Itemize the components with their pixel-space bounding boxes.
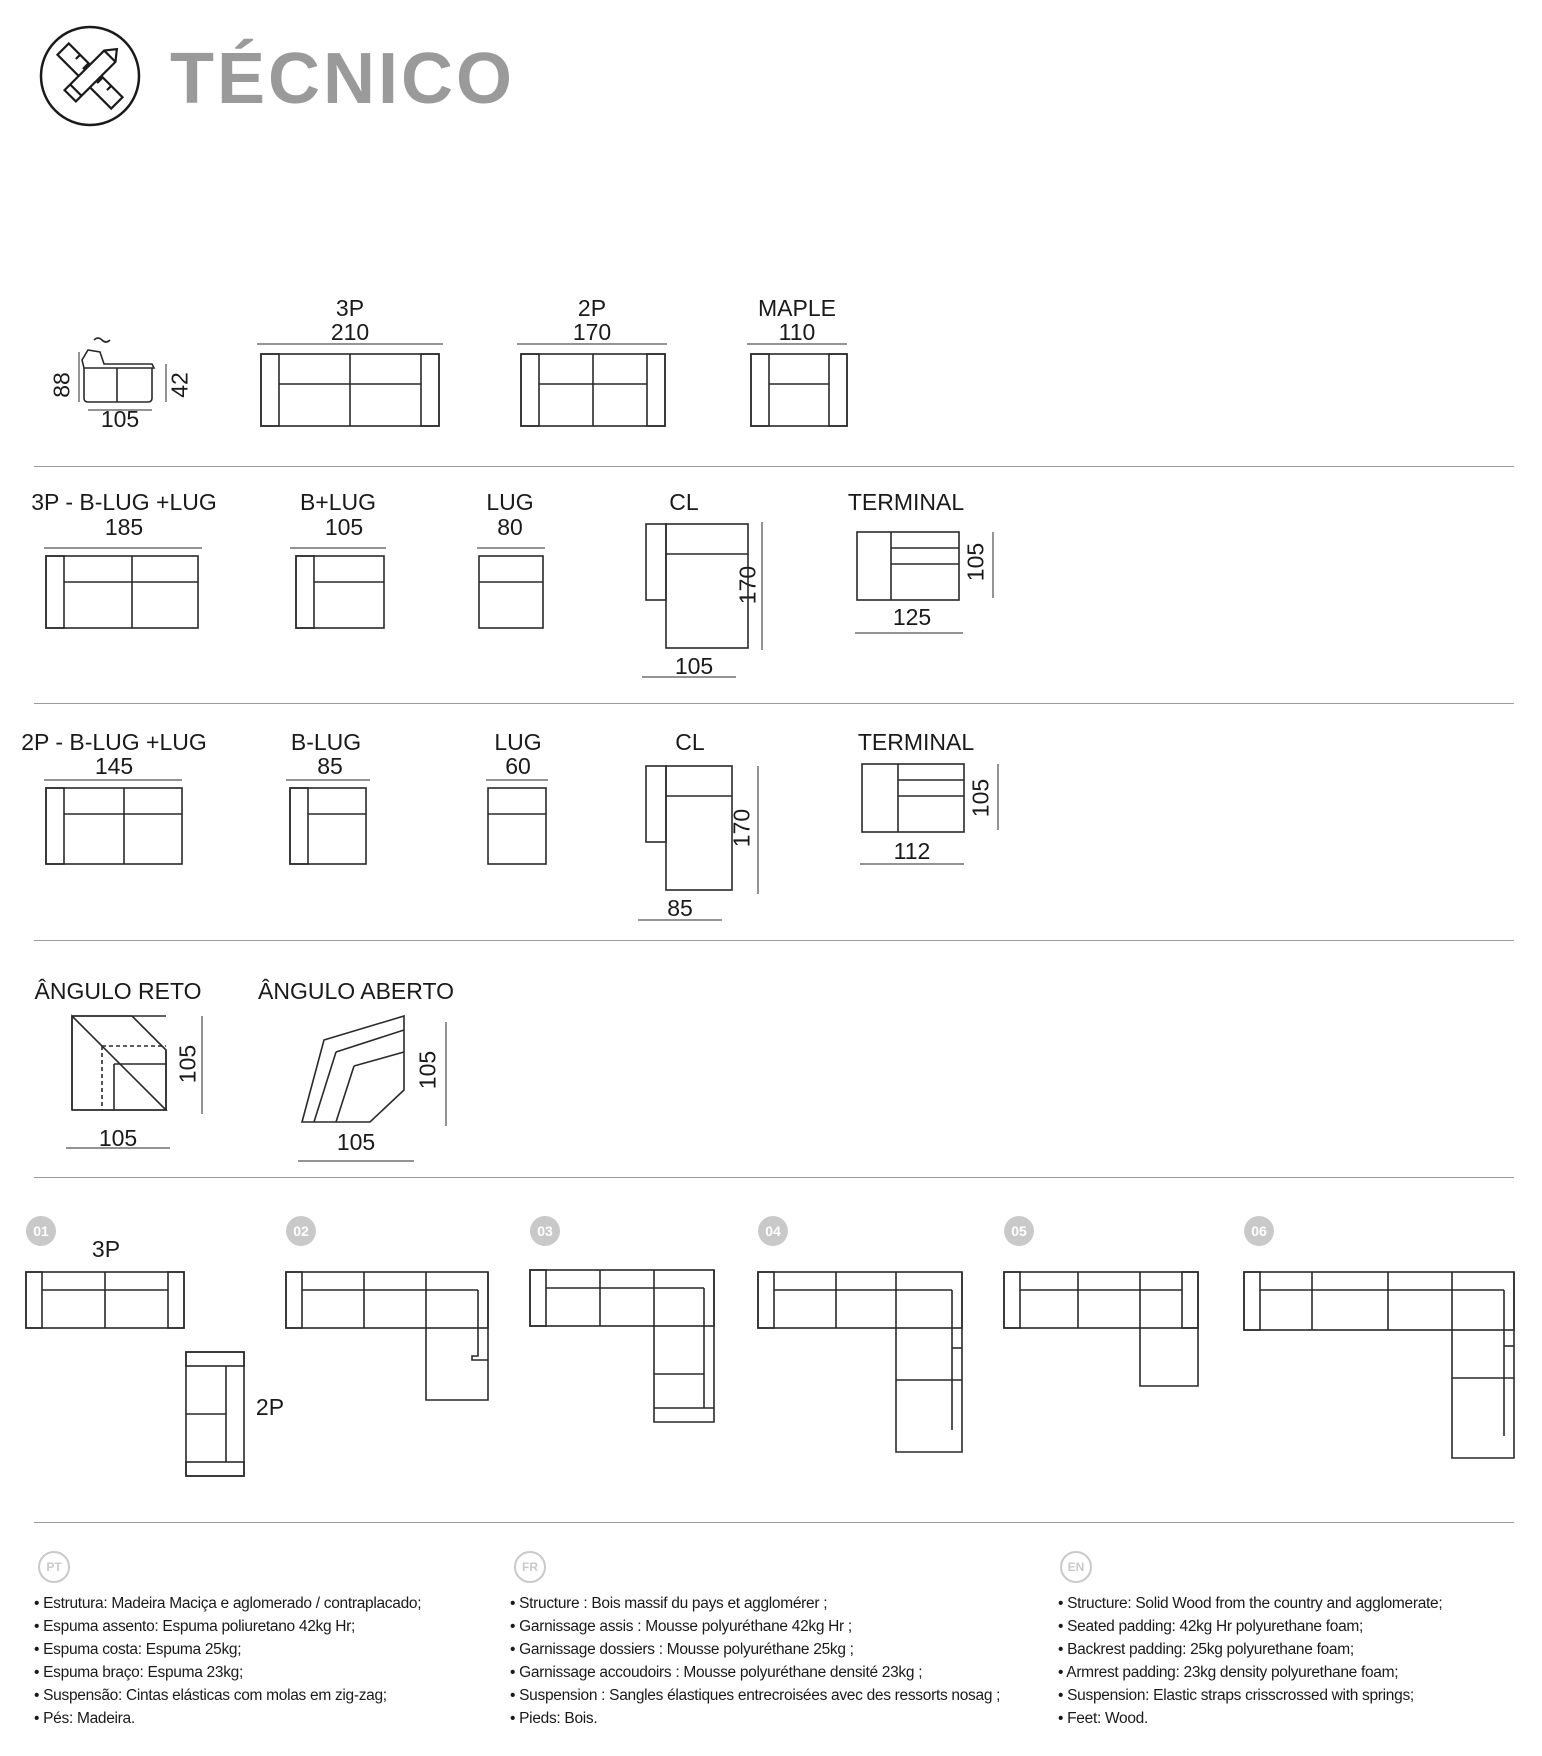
section-divider xyxy=(34,1177,1514,1178)
config-badge-01: 01 xyxy=(26,1216,56,1246)
lang-badge-fr: FR xyxy=(514,1551,546,1583)
module-cl-85-length: 170 xyxy=(728,808,755,848)
section-divider xyxy=(34,466,1514,467)
maple-name: MAPLE xyxy=(758,295,836,321)
page-title: TÉCNICO xyxy=(170,39,515,119)
sofa-3p-width: 210 xyxy=(330,319,370,345)
side-seat-height-label: 42 xyxy=(166,372,193,398)
angle-open-name: ÂNGULO ABERTO xyxy=(258,978,454,1004)
module-cl-drawing xyxy=(640,520,770,680)
sofa-2p-name: 2P xyxy=(577,295,607,321)
config-01-bottom-label: 2P xyxy=(255,1394,285,1420)
module-cl-length: 170 xyxy=(734,565,761,605)
module-b-lug-85-width: 85 xyxy=(317,753,343,779)
angle-straight-name: ÂNGULO RETO xyxy=(34,978,202,1004)
config-05-drawing xyxy=(1002,1268,1202,1398)
angle-straight-depth: 105 xyxy=(174,1044,201,1084)
side-depth-label: 105 xyxy=(100,406,140,432)
module-cl-width: 105 xyxy=(674,653,714,679)
maple-drawing xyxy=(745,340,855,435)
config-01-drawing xyxy=(24,1268,254,1480)
specs-fr-list xyxy=(510,1592,1000,1730)
config-02-drawing xyxy=(284,1268,494,1408)
specs-en-list xyxy=(1058,1592,1442,1730)
config-badge-04: 04 xyxy=(758,1216,788,1246)
module-terminal-112-width: 112 xyxy=(893,838,931,864)
module-3p-blug-lug-width: 185 xyxy=(104,514,144,540)
angle-open-depth: 105 xyxy=(414,1050,441,1090)
config-06-drawing xyxy=(1242,1266,1522,1466)
spec-line: • Seated padding: 42kg Hr polyurethane foam; xyxy=(1058,1618,1364,1635)
module-3p-blug-lug-name: 3P - B-LUG +LUG xyxy=(31,489,217,515)
module-cl-85-drawing xyxy=(636,762,766,927)
section-divider xyxy=(34,703,1514,704)
spec-line: • Structure: Solid Wood from the country and agglomerate; xyxy=(1058,1595,1443,1612)
module-terminal-width: 125 xyxy=(892,604,932,630)
spec-line: • Garnissage accoudoirs : Mousse polyuréthane densité 23kg ; xyxy=(510,1664,923,1681)
module-b-lug-85-drawing xyxy=(284,780,379,875)
module-lug-name: LUG xyxy=(486,489,534,515)
module-2p-blug-lug-drawing xyxy=(40,780,190,875)
angle-straight-drawing xyxy=(62,1010,212,1155)
spec-line: • Feet: Wood. xyxy=(1058,1710,1148,1727)
module-cl-85-name: CL xyxy=(675,729,705,755)
spec-line: • Garnissage assis : Mousse polyuréthane 42kg Hr ; xyxy=(510,1618,852,1635)
module-3p-blug-lug-drawing xyxy=(40,538,210,633)
module-terminal-depth: 105 xyxy=(962,542,989,582)
spec-line: • Backrest padding: 25kg polyurethane foam; xyxy=(1058,1641,1354,1658)
sofa-3p-name: 3P xyxy=(335,295,365,321)
spec-line: • Suspension : Sangles élastiques entrecroisées avec des ressorts nosag ; xyxy=(510,1687,1001,1704)
side-view-drawing xyxy=(70,330,180,420)
pencil-ruler-icon xyxy=(38,24,142,128)
module-b-lug-name: B+LUG xyxy=(299,489,377,515)
module-terminal-112-drawing xyxy=(858,760,1003,870)
spec-line: • Pieds: Bois. xyxy=(510,1710,598,1727)
module-b-lug-85-name: B-LUG xyxy=(290,729,362,755)
module-2p-blug-lug-name: 2P - B-LUG +LUG xyxy=(21,729,207,755)
config-04-drawing xyxy=(756,1268,966,1458)
config-badge-06: 06 xyxy=(1244,1216,1274,1246)
module-lug-drawing xyxy=(475,538,550,633)
module-b-lug-drawing xyxy=(290,538,400,633)
module-lug-width: 80 xyxy=(497,514,523,540)
spec-line: • Espuma assento: Espuma poliuretano 42kg Hr; xyxy=(34,1618,356,1635)
sofa-2p-width: 170 xyxy=(572,319,612,345)
lang-badge-en: EN xyxy=(1060,1551,1092,1583)
config-badge-05: 05 xyxy=(1004,1216,1034,1246)
module-b-lug-width: 105 xyxy=(324,514,364,540)
module-lug-60-name: LUG xyxy=(494,729,542,755)
section-divider xyxy=(34,1522,1514,1523)
spec-line: • Garnissage dossiers : Mousse polyuréthane 25kg ; xyxy=(510,1641,854,1658)
angle-straight-width: 105 xyxy=(98,1125,138,1151)
module-terminal-name: TERMINAL xyxy=(847,489,965,515)
module-terminal-112-depth: 105 xyxy=(967,778,994,818)
config-badge-02: 02 xyxy=(286,1216,316,1246)
side-height-label: 88 xyxy=(48,372,75,398)
spec-line: • Structure : Bois massif du pays et agglomérer ; xyxy=(510,1595,828,1612)
config-01-top-label: 3P xyxy=(91,1236,121,1262)
angle-open-drawing xyxy=(296,1010,456,1170)
section-divider xyxy=(34,940,1514,941)
module-terminal-112-name: TERMINAL xyxy=(857,729,975,755)
maple-width: 110 xyxy=(778,319,816,345)
config-badge-03: 03 xyxy=(530,1216,560,1246)
sofa-3p-drawing xyxy=(255,340,450,435)
sofa-2p-drawing xyxy=(515,340,675,435)
module-lug-60-drawing xyxy=(484,780,554,875)
spec-line: • Suspensão: Cintas elásticas com molas em zig-zag; xyxy=(34,1687,387,1704)
module-lug-60-width: 60 xyxy=(505,753,531,779)
module-terminal-drawing xyxy=(855,528,1000,638)
module-2p-blug-lug-width: 145 xyxy=(94,753,134,779)
specs-pt-list xyxy=(34,1592,421,1730)
lang-badge-pt: PT xyxy=(38,1551,70,1583)
module-cl-name: CL xyxy=(669,489,699,515)
module-cl-85-width: 85 xyxy=(667,895,693,921)
spec-line: • Pés: Madeira. xyxy=(34,1710,135,1727)
spec-line: • Estrutura: Madeira Maciça e aglomerado / contraplacado; xyxy=(34,1595,422,1612)
spec-line: • Armrest padding: 23kg density polyurethane foam; xyxy=(1058,1664,1399,1681)
spec-line: • Espuma costa: Espuma 25kg; xyxy=(34,1641,242,1658)
angle-open-width: 105 xyxy=(336,1129,376,1155)
spec-line: • Suspension: Elastic straps crisscrossed with springs; xyxy=(1058,1687,1414,1704)
spec-line: • Espuma braço: Espuma 23kg; xyxy=(34,1664,243,1681)
config-03-drawing xyxy=(528,1266,718,1426)
